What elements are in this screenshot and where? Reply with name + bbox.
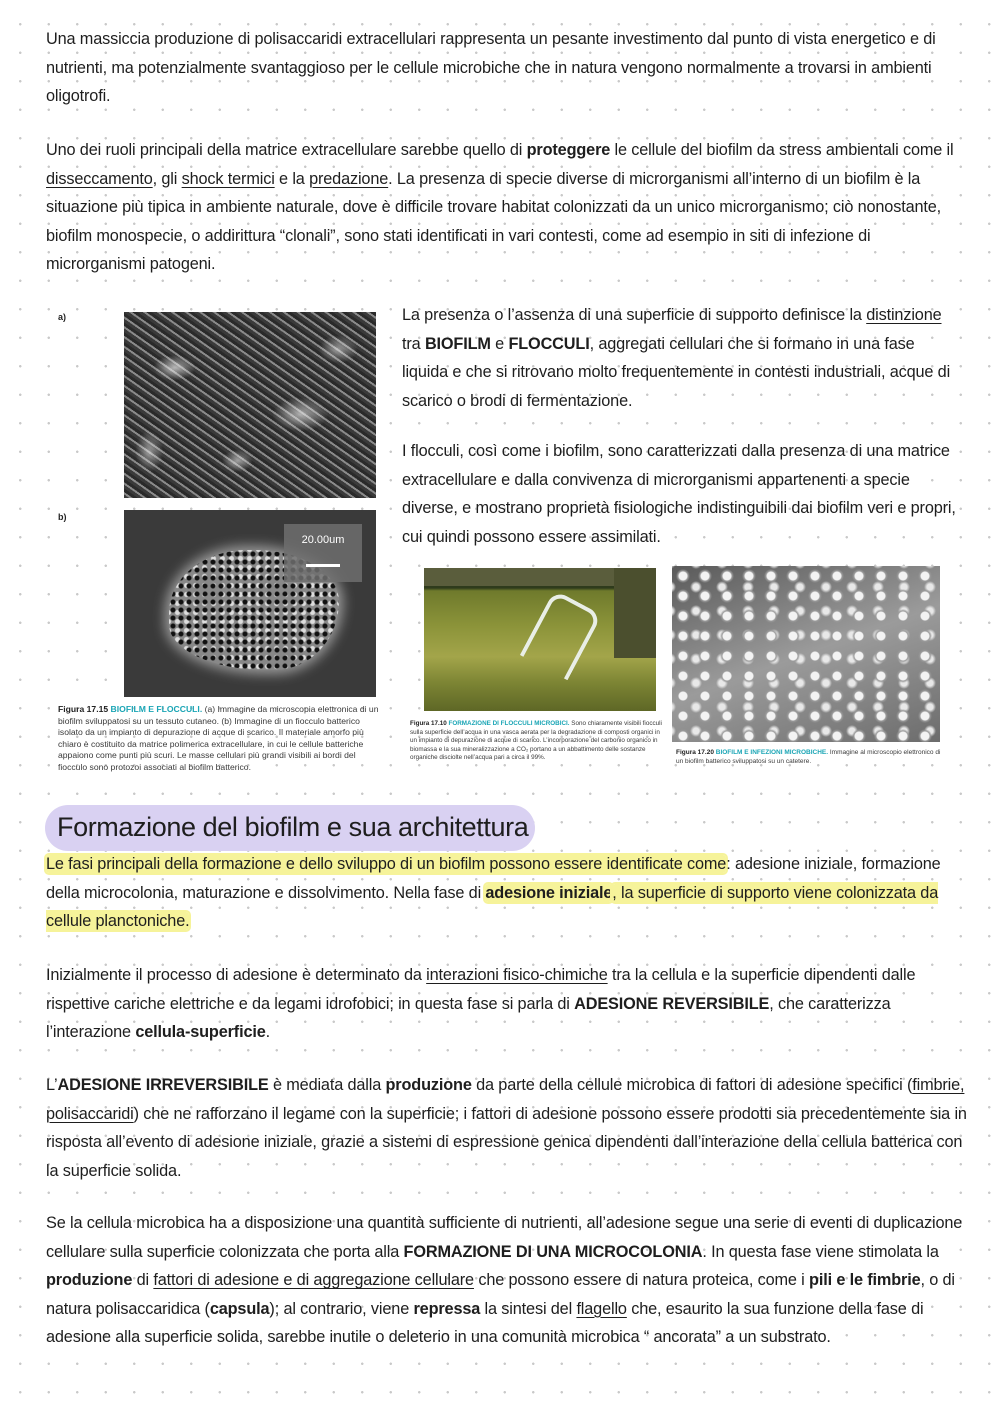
figure-number: Figura 17.15	[58, 704, 109, 714]
bold-term: capsula	[209, 1299, 270, 1318]
text: : adesione iniziale, formazione della microcolonia, maturazione e dissolvimento. Nella fase di	[46, 855, 941, 902]
bold-term: BIOFILM	[424, 334, 491, 353]
figure-17-10-caption	[410, 720, 664, 763]
bold-term: pili e le fimbrie	[809, 1271, 921, 1289]
text: ) che ne rafforzano il legame con la superficie; i fattori di adesione possono essere prodotti sia precedentemente sia in risposta all’evento di adesione iniziale, grazie a sistemi di espressione genica dipendenti dall’interazione della cellula batterica con la superficie solida.	[46, 1104, 967, 1180]
bold-term: produzione	[385, 1076, 472, 1094]
text: , o di natura polisaccaridica (	[46, 1271, 955, 1318]
underlined-term: disseccamento	[46, 169, 153, 188]
bold-term: ADESIONE IRREVERSIBILE	[57, 1076, 269, 1094]
text: le cellule del biofilm da stress ambientali come il	[610, 141, 954, 159]
highlighted-text: Le fasi principali della formazione e dello sviluppo di un biofilm possono essere identificate come	[46, 855, 727, 873]
scale-bar	[306, 564, 340, 567]
underlined-term: fattori di adesione e di aggregazione cellulare	[153, 1271, 474, 1289]
text: L’	[46, 1076, 58, 1094]
underlined-term: distinzione	[866, 306, 942, 324]
figure-title: BIOFILM E INFEZIONI MICROBICHE.	[715, 749, 829, 756]
text: . La presenza di specie diverse di microrganismi all’interno di un biofilm è la situazione più tipica in ambiente naturale, dove è difficile trovare habitat colonizzati da un unico microrganismo; ciò nonostante, biofilm monospecie, o addirittura “clonali”, sono stati identificati in vari contesti, come ad esempio in siti di infezione di microrganismi patogeni.	[46, 169, 942, 273]
text: , che caratterizza l’interazione	[46, 994, 891, 1041]
reversible-adhesion-paragraph	[46, 961, 926, 1047]
figure-text: Sono chiaramente visibili fiocculi sulla superficie dell’acqua in una vasca aerata per la degradazione di composti organici in un impianto di depurazione di acque di scarico. L’incorporazione del carbonio organico in biomassa e la sua mineralizzazione a CO₂ portano a un abbattimento delle sostanze organiche disciolte nell’acqua pari a circa il 99%.	[410, 720, 662, 762]
text: Uno dei ruoli principali della matrice extracellulare sarebbe quello di	[46, 141, 527, 159]
bold-term: ADESIONE REVERSIBILE	[574, 994, 770, 1013]
catheter-biofilm-sem-image	[672, 566, 940, 742]
section-heading: Formazione del biofilm e sua architettura	[57, 812, 529, 842]
figure-title: BIOFILM E FLOCCULI.	[110, 704, 203, 714]
text: .	[265, 1023, 271, 1041]
text: la sintesi del	[480, 1299, 577, 1318]
text: è mediata dalla	[268, 1076, 386, 1094]
formation-phases-paragraph	[46, 850, 946, 936]
highlighted-bold-term: adesione iniziale	[485, 883, 613, 902]
underlined-term: predazione	[309, 169, 389, 188]
text: Inizialmente il processo di adesione è determinato da	[46, 966, 427, 984]
irreversible-adhesion-paragraph	[46, 1071, 971, 1185]
biofilm-flocculi-paragraph	[402, 301, 962, 415]
text: da parte della cellule microbica di fattori di adesione specifici (	[471, 1076, 913, 1094]
tank-ladder	[520, 590, 602, 681]
highlighted-text: , la superficie di supporto viene colonizzata da cellule planctoniche.	[46, 883, 939, 930]
underlined-term: fimbrie, polisaccaridi	[46, 1076, 965, 1123]
text: , gli	[152, 169, 182, 188]
text: . In questa fase viene stimolata la	[702, 1242, 939, 1261]
flocculi-properties-paragraph: I flocculi, così come i biofilm, sono caratterizzati dalla presenza di una matrice extracellulare e dalla convivenza di microrganismi appartenenti a specie diverse, e mostrano proprietà fisiologiche indistinguibili dai biofilm veri e propri, cui quindi possono essere assimilati.	[402, 442, 956, 546]
bold-term: FORMAZIONE DI UNA MICROCOLONIA	[403, 1242, 703, 1261]
intro-paragraph: Una massiccia produzione di polisaccaridi extracellulari rappresenta un pesante investimento dal punto di vista energetico e di nutrienti, ma potenzialmente svantaggioso per le cellule microbiche che in natura vengono normalmente a trovarsi in ambienti oligotrofi.	[46, 30, 936, 105]
bold-term: repressa	[413, 1299, 481, 1318]
underlined-term: interazioni fisico-chimiche	[426, 966, 608, 984]
figure-label-a: a)	[58, 312, 67, 322]
microcolony-paragraph	[46, 1209, 971, 1352]
text: e la	[274, 169, 310, 188]
aeration-tank-photo	[424, 568, 656, 711]
text: tra	[402, 334, 425, 353]
bold-term: cellula-superficie	[135, 1023, 266, 1041]
text: La presenza o l’assenza di una superficie di supporto definisce la	[402, 306, 867, 324]
text: tra la cellula e la superficie dipendenti dalle rispettive cariche elettriche e da legami idrofobici; in questa fase si parla di	[46, 966, 916, 1013]
figure-17-15-caption	[58, 704, 380, 774]
figure-17-20-caption	[676, 748, 944, 766]
underlined-term: flagello	[576, 1299, 627, 1318]
figure-title: FORMAZIONE DI FLOCCULI MICROBICI.	[448, 720, 570, 727]
figure-text: (a) Immagine da microscopia elettronica di un biofilm sviluppatosi su un tessuto cutaneo. (b) Immagine di un fiocculo batterico isolato da un impianto di depurazione di acque di scarico. Il materiale amorfo più chiaro è costituito da matrice polimerica extracellulare, in cui le cellule batteriche appaiono come punti più scuri. Le masse cellulari più grandi visibili ai bordi del fiocculo sono protozoi associati al biofilm batterico.	[58, 704, 379, 772]
matrix-role-paragraph	[46, 136, 966, 279]
text: che possono essere di natura proteica, come i	[473, 1271, 810, 1289]
text: Se la cellula microbica ha a disposizione una quantità sufficiente di nutrienti, all’adesione segue una serie di eventi di duplicazione cellulare sulla superficie colonizzata che porta alla	[46, 1214, 963, 1261]
figure-label-b: b)	[58, 512, 67, 522]
text: ); al contrario, viene	[269, 1299, 414, 1318]
text: , aggregati cellulari che si formano in una fase liquida e che si ritrovano molto frequentemente in contesti industriali, acque di scarico o brodi di fermentazione.	[402, 334, 951, 410]
text: e	[490, 334, 509, 353]
scale-box	[284, 524, 362, 582]
bold-term: FLOCCULI	[508, 334, 590, 353]
underlined-term: shock termici	[181, 169, 275, 188]
bold-term: produzione	[46, 1271, 133, 1289]
tank-wall	[614, 568, 656, 658]
figure-number: Figura 17.10	[410, 720, 447, 727]
text: che, esaurito la sua funzione della fase di adesione alla superficie solida, sarebbe inutile o deleterio in una comunità microbica “ ancorata” a un substrato.	[46, 1299, 924, 1346]
scale-label: 20.00um	[301, 534, 345, 546]
figure-text: Immagine al microscopio elettronico di un biofilm batterico sviluppatosi su un catetere.	[676, 749, 941, 765]
bold-term: proteggere	[526, 141, 611, 159]
text: di	[132, 1271, 154, 1289]
figure-number: Figura 17.20	[676, 749, 714, 756]
flocculo-microscopy-image	[124, 510, 376, 697]
biofilm-sem-image	[124, 312, 376, 498]
